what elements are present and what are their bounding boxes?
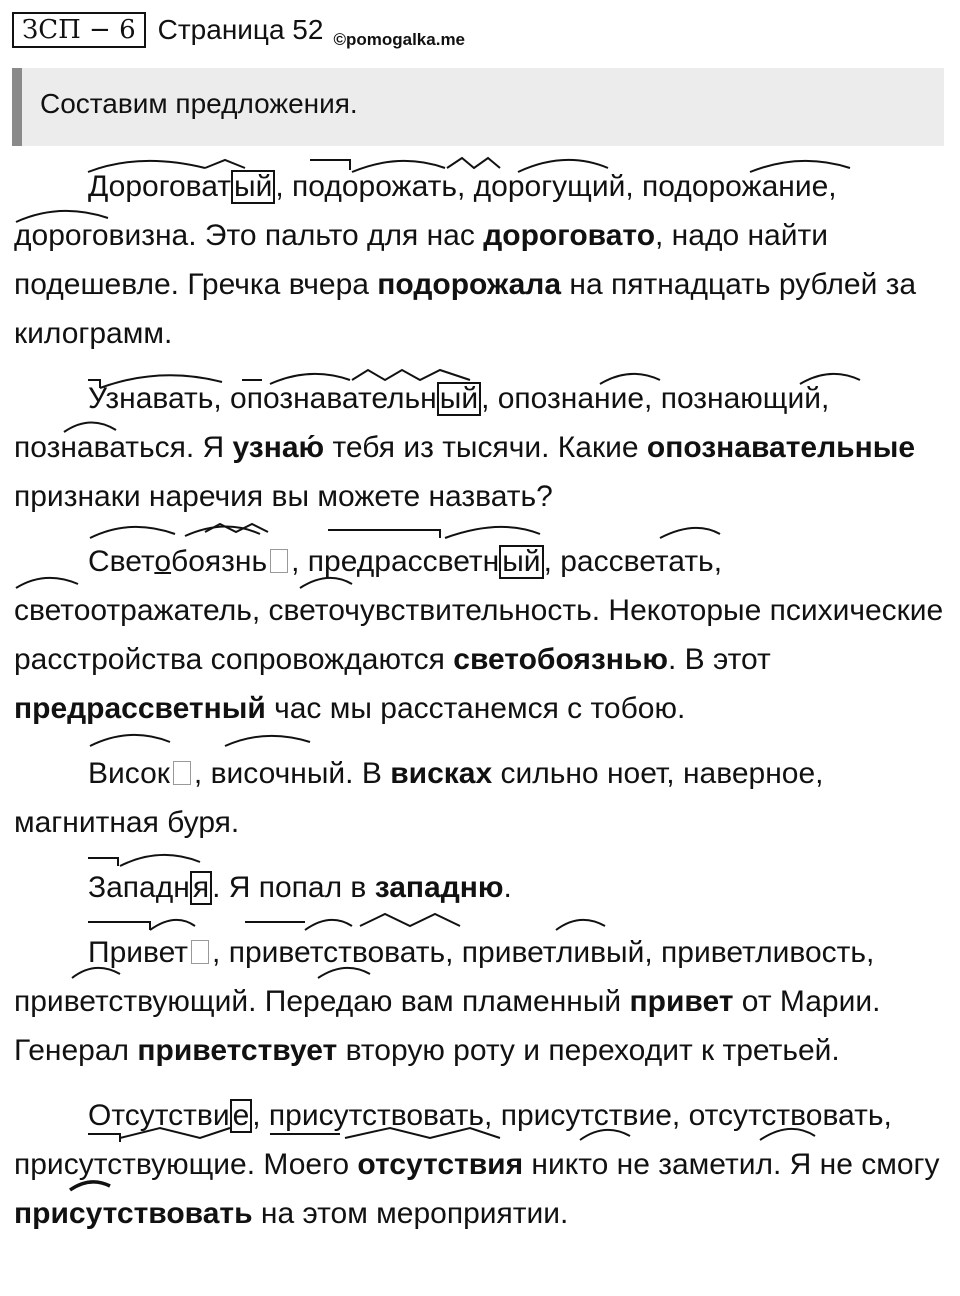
word-part: Свет [88, 545, 155, 578]
text: , присутствовать, присутствие, отсутствовать, присутствующие. Моего [14, 1099, 892, 1181]
bold-word: светобоязнью [453, 643, 668, 676]
text: . [503, 871, 512, 904]
text: час мы расстанемся с тобою. [265, 692, 686, 725]
text: вторую роту и переходит к третьей. [337, 1034, 840, 1067]
paragraph-svet [14, 537, 948, 733]
bold-word: предрассветный [14, 692, 266, 725]
word-part: , предрассветн [291, 545, 500, 578]
bold-word: приветствует [137, 1034, 338, 1067]
ending-box: ый [437, 382, 481, 416]
text: никто не заметил. Я не смогу [523, 1148, 940, 1181]
word-part: Висок [88, 757, 170, 790]
word-part: Привет [88, 936, 189, 969]
text: , опознание, познающий, познаваться. Я [14, 382, 830, 464]
bold-word: присутствовать [14, 1197, 253, 1230]
bold-word: опознавательные [646, 431, 915, 464]
null-ending-box [173, 761, 191, 785]
ending-box: ый [231, 170, 275, 204]
site-credit: ©pomogalka.me [333, 30, 466, 49]
word-part: Западн [88, 871, 190, 904]
paragraph-visok [14, 749, 948, 847]
word-root: Узнавать, опознавательн [88, 382, 437, 415]
ending-box: я [190, 871, 212, 905]
paragraph-privet [14, 928, 948, 1075]
bold-word: висках [390, 757, 493, 790]
text: тебя из тысячи. Какие [324, 431, 647, 464]
paragraph-otsut [14, 1091, 948, 1238]
bold-word: западню [374, 871, 504, 904]
text: , приветствовать, приветливый, приветливость, приветствующий. Передаю вам пламенный [14, 936, 875, 1018]
paragraph-dorog [14, 162, 948, 358]
ending-box: ый [499, 545, 543, 579]
paragraph-znav [14, 374, 948, 521]
null-ending-box [270, 549, 288, 573]
text: , рассветать, светоотражатель, светочувствительность. Некоторые психические расстройства сопровождаются [14, 545, 944, 676]
text: от Марии. Генерал [14, 985, 881, 1067]
book-badge: ЗСП − 6 [12, 12, 146, 48]
text: сильно ноет, наверное, магнитная буря. [14, 757, 824, 839]
task-box [12, 68, 944, 146]
bold-word: отсутствия [357, 1148, 524, 1181]
page-header [12, 12, 465, 52]
paragraph-zapad [14, 863, 948, 912]
text: признаки наречия вы можете назвать? [14, 480, 553, 513]
text: на пятнадцать рублей за килограмм. [14, 268, 917, 350]
page-number: Страница 52 [157, 14, 324, 45]
text: , височный. В [193, 757, 391, 790]
null-ending-box [191, 940, 209, 964]
word-part: Отсутстви [88, 1099, 230, 1132]
connecting-vowel: о [154, 545, 172, 578]
text: , подорожать, дорогущий, подорожание, дороговизна. Это пальто для нас [14, 170, 837, 252]
bold-word: узнаю́ [232, 431, 325, 464]
word-root: Дороговат [88, 170, 232, 203]
answer-content [14, 162, 948, 1254]
text: . В этот [667, 643, 771, 676]
text: на этом мероприятии. [252, 1197, 569, 1230]
bold-word: привет [629, 985, 734, 1018]
bold-word: подорожала [377, 268, 562, 301]
text: . Я попал в [212, 871, 375, 904]
word-part: боязнь [171, 545, 268, 578]
text: , надо найти подешевле. Гречка вчера [14, 219, 828, 301]
bold-word: дороговато [483, 219, 656, 252]
ending-box: е [230, 1099, 253, 1133]
task-text: Составим предложения. [40, 88, 358, 119]
